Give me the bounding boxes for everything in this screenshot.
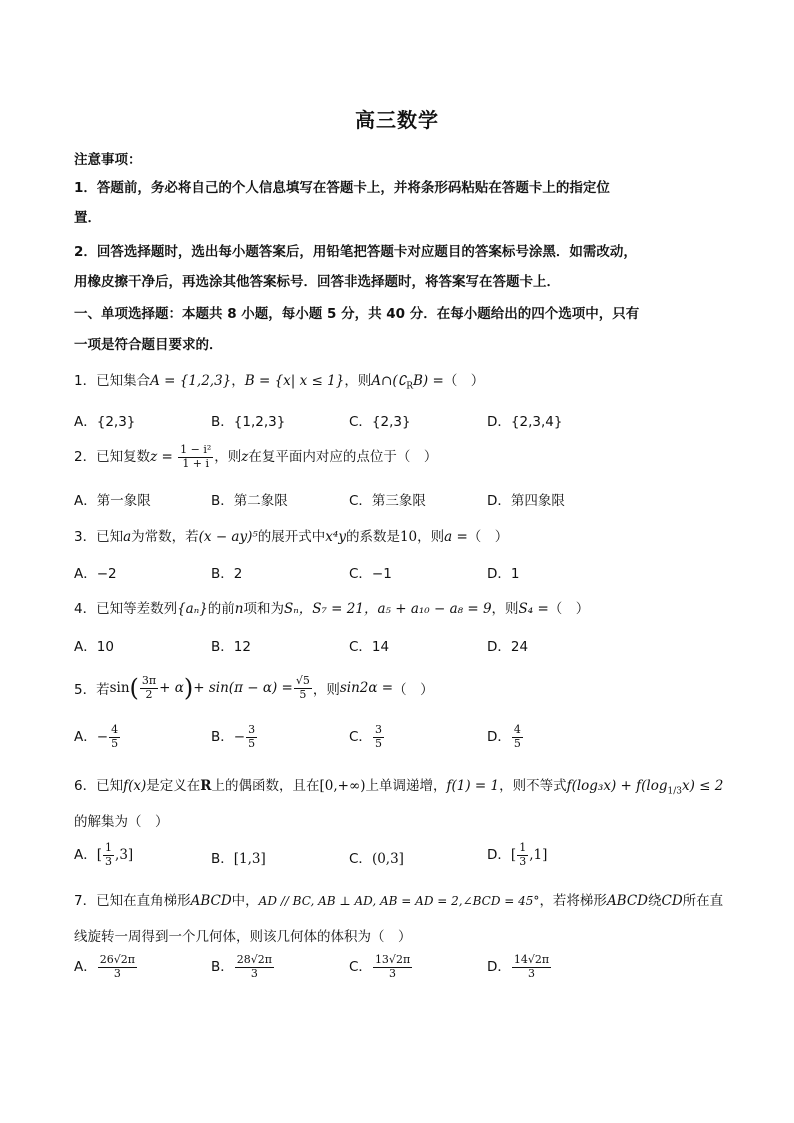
q5-plus-alpha: + α [159,680,184,696]
q3-option-d: D．1 [487,566,520,582]
q2-option-b: B．第二象限 [211,493,288,509]
q1-prefix: 1．已知集合 [74,373,151,389]
q7-cd: CD [661,893,683,909]
q6-line2: 的解集为（ ） [74,814,169,830]
notice-item2-line2: 用橡皮擦干净后，再选涂其他答案标号．回答非选择题时，将答案写在答题卡上． [74,274,560,290]
q2-option-d: D．第四象限 [487,493,565,509]
q7-option-b: B． $\frac{28√2\pi}{3}$ [211,953,272,980]
q4-mid2: 项和为 [243,601,284,617]
q5-frac-num: 3π [141,673,157,687]
q7-line2: 线旋转一周得到一个几何体，则该几何体的体积为（ ） [74,929,412,945]
q7-mid2: ，若将梯形 [539,893,607,909]
q5-sin1: sin [109,680,130,696]
q5-option-a: A．− $\frac{4}{5}$ [74,723,119,750]
q3-paren: （ ） [467,529,509,545]
q4-mid1: 的前 [207,601,235,617]
question-1 [74,369,484,392]
q6-ineq-sub: 1/3 [667,786,682,797]
q3-coef: 10 [399,529,418,545]
q4-paren: （ ） [548,601,590,617]
q3-mid1: 为常数，若 [131,529,199,545]
q4-n: n [234,601,244,617]
q3-expr: (x − ay)⁵ [198,529,258,545]
notice-heading: 注意事项： [74,152,142,168]
q7-abcd2: ABCD [606,893,649,909]
q1-set-b: B = {x| x ≤ 1} [244,373,345,389]
notice-item1-line1: 1．答题前，务必将自己的个人信息填写在答题卡上，并将条形码粘贴在答题卡上的指定位 [74,180,610,196]
q2-z-eq: z = [150,449,173,466]
q5-rhs-den: 5 [299,687,307,701]
q1-option-b: B．{1,2,3} [211,414,286,430]
q1-sep: ， [231,373,245,389]
q3-option-b: B．2 [211,566,243,582]
page-title: 高三数学 [355,108,439,132]
q6-mid4: ，则不等式 [499,778,567,794]
q7-abcd: ABCD [190,893,232,909]
q6-option-a: A．[ $\frac{1}{3}$ ,3] [74,841,134,868]
q7-option-a: A． $\frac{26√2\pi}{3}$ [74,953,135,980]
q5-option-d: D． $\frac{4}{5}$ [487,723,521,750]
q6-ineq-b: x) ≤ 2 [681,778,724,794]
q7-option-c: C． $\frac{13√2\pi}{3}$ [349,953,411,980]
question-7 [74,889,723,909]
q7-mid3: 绕 [648,893,662,909]
q5-option-b: B．− $\frac{3}{5}$ [211,723,256,750]
q2-suffix: 在复平面内对应的点位于（ ） [248,449,438,466]
q5-prefix: 5．若 [74,682,110,698]
q2-fraction [178,444,213,470]
q3-a: a [123,529,132,545]
section1-line1: 一、单项选择题：本题共 8 小题，每小题 5 分，共 40 分．在每小题给出的四个选项中，只有 [74,306,640,322]
q2-den: 1 + i [182,456,210,470]
q4-mid3: ，则 [491,601,519,617]
q4-ask: S₄ = [518,601,549,617]
q6-option-b: B．[1,3] [211,851,266,867]
q3-mid4: ，则 [417,529,445,545]
q6-ineq-a: f(log₃x) + f(log [566,778,668,794]
q4-option-c: C．14 [349,639,390,655]
q4-seq: {aₙ} [177,601,208,617]
q5-rhs-num: √5 [295,673,310,687]
q3-ask: a = [444,529,468,545]
q4-option-a: A．10 [74,639,114,655]
q1-sub: R [406,381,414,392]
q4-cond: S₇ = 21，a₅ + a₁₀ − a₈ = 9 [312,601,492,617]
q1-option-d: D．{2,3,4} [487,414,563,430]
q6-mid2: 上的偶函数，且在 [211,778,320,794]
question-3 [74,525,508,545]
q6-prefix: 6．已知 [74,778,124,794]
q1-expr-tail: B) = [413,373,444,389]
q6-f: f(x) [123,778,147,794]
q2-mid: ，则 [214,449,242,466]
q2-option-c: C．第三象限 [349,493,426,509]
q5-option-c: C． $\frac{3}{5}$ [349,723,382,750]
q5-ask: sin2α = [339,680,394,696]
q3-mid2: 的展开式中 [257,529,326,545]
q5-inner-fraction [140,675,158,701]
q5-paren: （ ） [393,682,434,698]
q2-num: 1 − i² [180,443,212,456]
q2-z: z [241,449,249,466]
q4-option-b: B．12 [211,639,251,655]
q6-f1: f(1) = 1 [446,778,500,794]
q3-prefix: 3．已知 [74,529,124,545]
q3-option-c: C．−1 [349,566,392,582]
q7-option-d: D． $\frac{14√2\pi}{3}$ [487,953,550,980]
notice-item2-line1: 2．回答选择题时，选出每小题答案后，用铅笔把答题卡对应题目的答案标号涂黑．如需改动， [74,244,637,260]
q1-set-a: A = {1,2,3} [150,373,232,389]
q5-frac-den: 2 [145,687,153,701]
q1-option-a: A．{2,3} [74,414,136,430]
q7-mid4: 所在直 [682,893,724,909]
q5-mid: ，则 [312,682,340,698]
q2-option-a: A．第一象限 [74,493,151,509]
q6-mid3: 上单调递增， [365,778,447,794]
q3-mid3: 的系数是 [345,529,400,545]
q6-R: R [200,778,212,794]
q5-rhs-fraction [294,675,312,701]
q4-option-d: D．24 [487,639,529,655]
q6-option-c: C．(0,3] [349,851,404,867]
q3-option-a: A．−2 [74,566,117,582]
q7-mid1: 中， [231,893,259,909]
q1-paren: （ ） [443,373,485,389]
q6-interval: [0,+∞) [319,778,366,794]
question-5: 5．若 sin ( $\frac{3\pi}{2}$ + α ) + sin(π − α) = $\frac{√5}{5}$ ，则 sin2α = （ ） [74,673,434,702]
question-4 [74,597,589,617]
section1-line2: 一项是符合题目要求的． [74,337,223,353]
q7-cond: AD // BC, AB ⊥ AD, AB = AD = 2,∠BCD = 45° [258,894,540,908]
q6-option-d: D．[ $\frac{1}{3}$ ,1] [487,841,548,868]
q3-term: x⁴y [325,529,346,545]
question-6 [74,774,723,797]
q7-prefix: 7．已知在直角梯形 [74,893,191,909]
q1-ask-prefix: ，则 [344,373,372,389]
q4-sn: Sₙ， [284,601,313,617]
q2-prefix: 2．已知复数 [74,449,151,466]
q6-mid1: 是定义在 [146,778,201,794]
q4-prefix: 4．已知等差数列 [74,601,178,617]
notice-item1-line2: 置． [74,210,101,226]
question-2 [74,444,437,470]
q1-option-c: C．{2,3} [349,414,411,430]
q1-expr: A∩(∁ [371,373,407,389]
q5-plus-sin: + sin(π − α) = [193,680,293,696]
